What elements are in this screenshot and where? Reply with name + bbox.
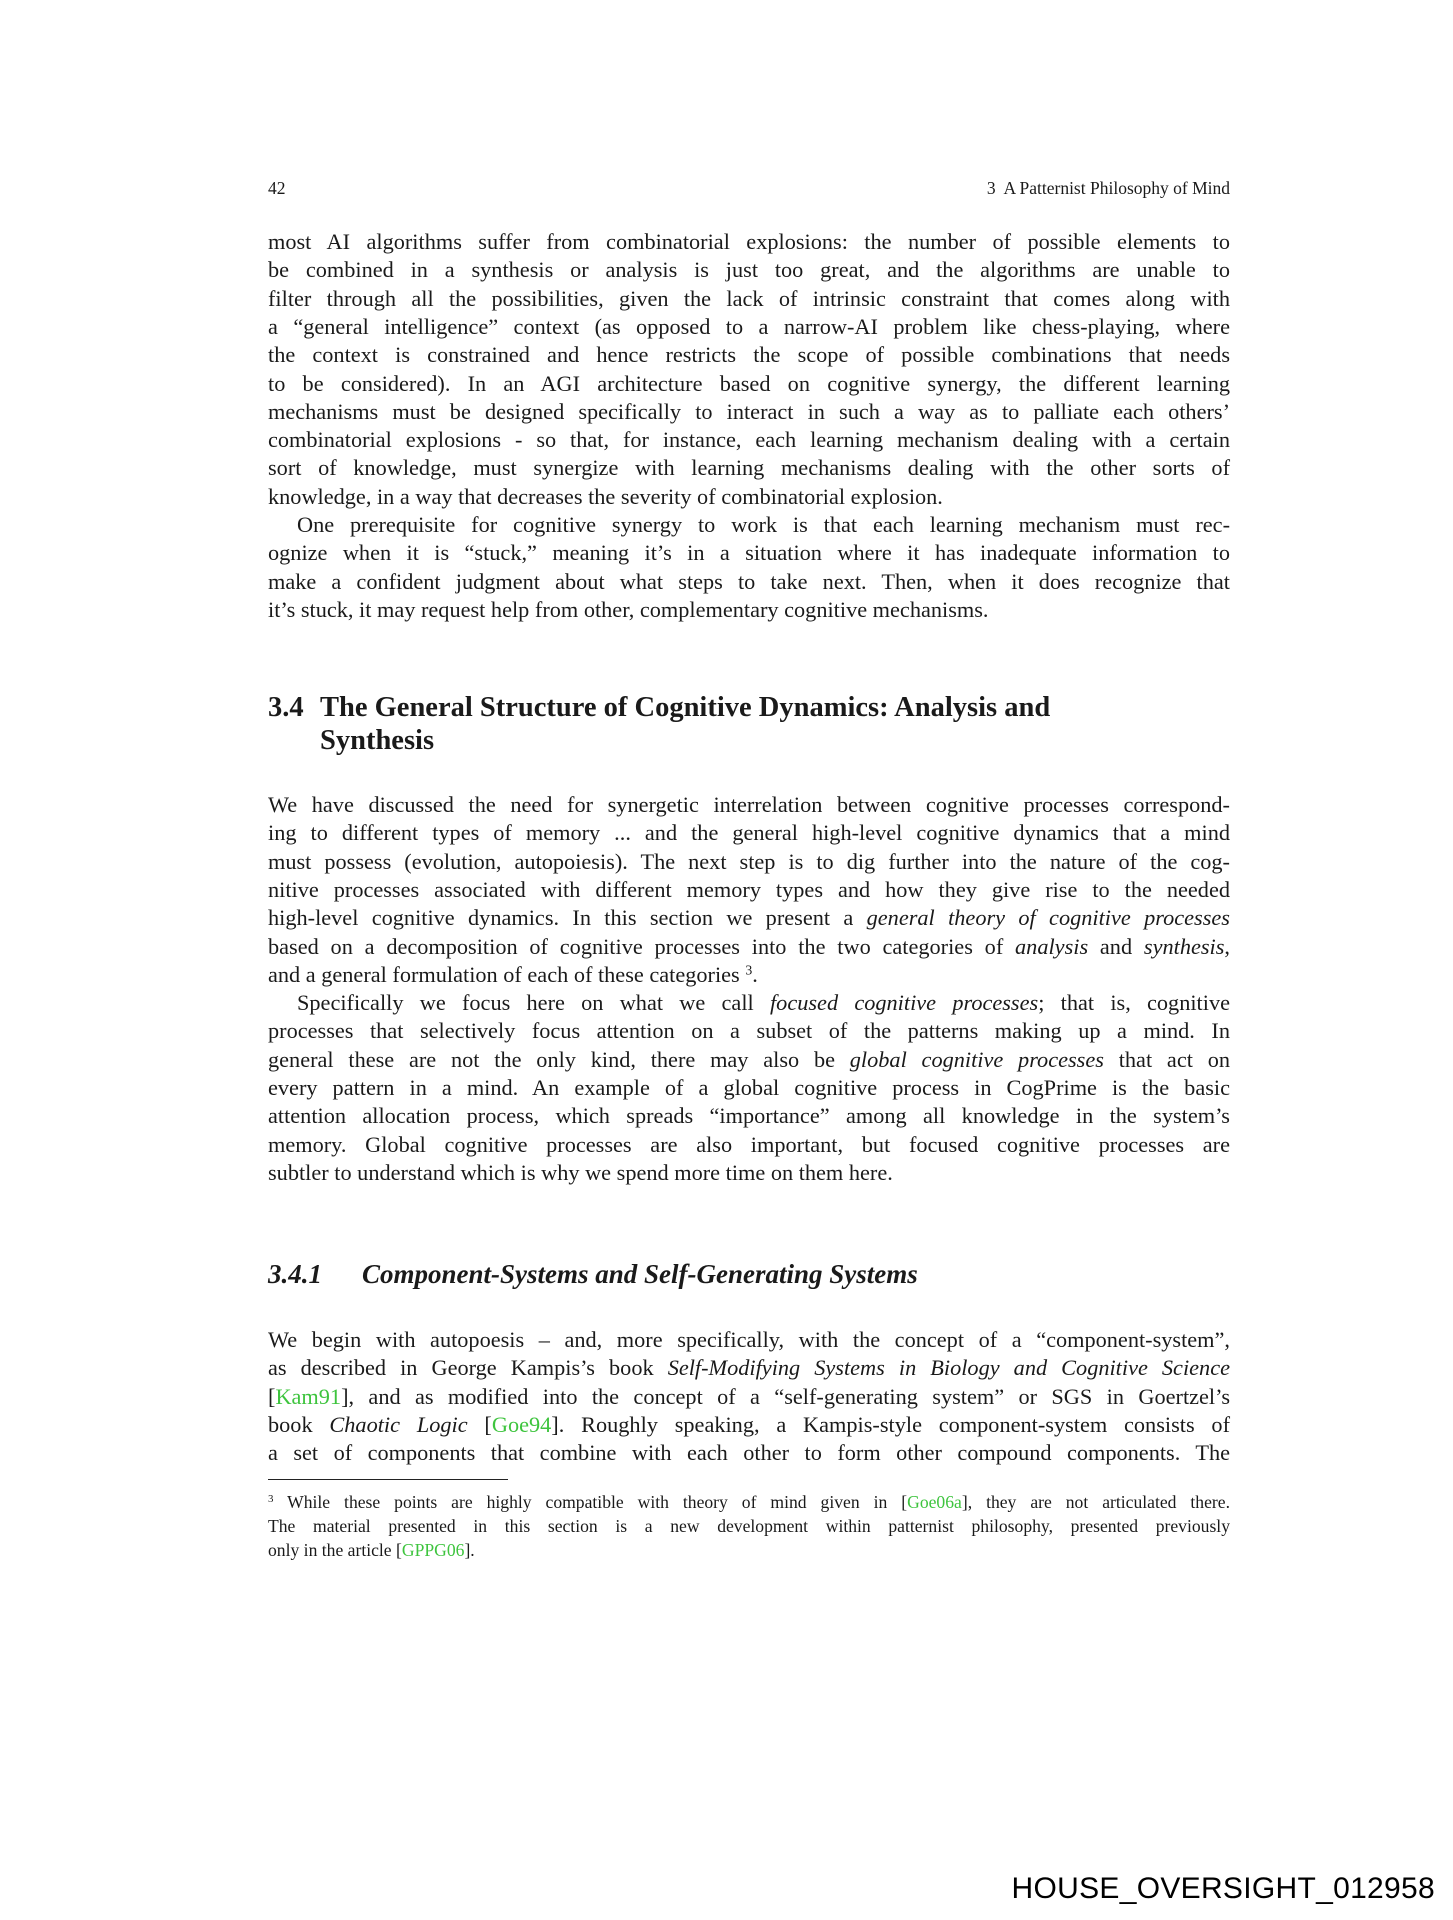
text-line: We begin with autopoesis – and, more specifically, with the concept of a “component-system”, bbox=[268, 1327, 1230, 1352]
section-title-line-2: Synthesis bbox=[320, 725, 435, 756]
section-title-line-1: The General Structure of Cognitive Dynamics: Analysis and bbox=[320, 692, 1051, 723]
footnote-line: The material presented in this section is a new development within patternist philosophy, presented previously bbox=[268, 1516, 1230, 1536]
text-line: processes that selectively focus attention on a subset of the patterns making up a mind. In bbox=[268, 1018, 1230, 1044]
text-run: ]. Roughly speaking, a Kampis-style component-system consists of bbox=[551, 1411, 1231, 1437]
emphasis-text: global cognitive processes bbox=[849, 1046, 1104, 1072]
text-line: make a confident judgment about what steps to take next. Then, when it does recognize that bbox=[268, 568, 1230, 594]
section-number: 3.4 bbox=[268, 692, 304, 723]
text-run: high-level cognitive dynamics. In this section we present a bbox=[268, 905, 867, 931]
text-line bbox=[268, 961, 1230, 989]
text-run: [ bbox=[268, 1383, 276, 1409]
text-line: knowledge, in a way that decreases the severity of combinatorial explosion. bbox=[268, 483, 943, 509]
text-line: the context is constrained and hence restricts the scope of possible combinations that needs bbox=[268, 342, 1230, 368]
text-run: ]. bbox=[464, 1540, 475, 1560]
bates-stamp: HOUSE_OVERSIGHT_012958 bbox=[1011, 1872, 1435, 1905]
text-line: attention allocation process, which spreads “importance” among all knowledge in the system’s bbox=[268, 1103, 1230, 1129]
text-run: general these are not the only kind, there may also be bbox=[268, 1046, 850, 1072]
running-header bbox=[268, 178, 1230, 199]
page-number: 42 bbox=[268, 178, 286, 198]
text-line bbox=[268, 1046, 1230, 1074]
citation-link-kam91[interactable]: Kam91 bbox=[275, 1383, 342, 1409]
text-line: We have discussed the need for synergetic interrelation between cognitive processes correspond- bbox=[268, 792, 1230, 817]
text-line bbox=[268, 1411, 1230, 1439]
text-line bbox=[268, 933, 1230, 961]
text-line bbox=[268, 1354, 1230, 1382]
text-line: memory. Global cognitive processes are also important, but focused cognitive processes are bbox=[268, 1131, 1230, 1157]
section-heading-continued bbox=[320, 724, 434, 758]
text-run: book bbox=[268, 1411, 330, 1437]
subsection-number: 3.4.1 bbox=[268, 1259, 322, 1289]
text-run: . bbox=[752, 961, 758, 987]
text-line: ognize when it is “stuck,” meaning it’s in a situation where it has inadequate information to bbox=[268, 540, 1230, 566]
footnote-line bbox=[268, 1538, 1230, 1562]
text-run: based on a decomposition of cognitive processes into the two categories of bbox=[268, 933, 1016, 959]
book-title: Chaotic Logic bbox=[329, 1411, 468, 1437]
emphasis-text: general theory of cognitive processes bbox=[866, 905, 1230, 931]
text-line bbox=[268, 904, 1230, 932]
text-run: ], and as modified into the concept of a “self-generating system” or SGS in Goertzel’s bbox=[341, 1383, 1230, 1409]
text-line: a “general intelligence” context (as opposed to a narrow-AI problem like chess-playing, where bbox=[268, 313, 1230, 339]
text-line: filter through all the possibilities, given the lack of intrinsic constraint that comes along with bbox=[268, 285, 1230, 311]
text-line: mechanisms must be designed specifically to interact in such a way as to palliate each others’ bbox=[268, 398, 1230, 424]
emphasis-text: analysis bbox=[1015, 933, 1089, 959]
text-line: to be considered). In an AGI architecture based on cognitive synergy, the different learning bbox=[268, 370, 1230, 396]
book-title: Self-Modifying Systems in Biology and Cognitive Science bbox=[667, 1355, 1230, 1381]
text-run: ; that is, cognitive bbox=[1038, 990, 1230, 1016]
text-run: as described in George Kampis’s book bbox=[268, 1355, 668, 1381]
text-run: [ bbox=[467, 1411, 492, 1437]
text-run: Specifically we focus here on what we call bbox=[297, 990, 770, 1016]
text-line: ing to different types of memory ... and the general high-level cognitive dynamics that a mind bbox=[268, 820, 1230, 846]
text-run: and a general formulation of each of these categories bbox=[268, 961, 746, 987]
emphasis-text: synthesis bbox=[1143, 933, 1225, 959]
citation-link-goe06a[interactable]: Goe06a bbox=[907, 1492, 962, 1512]
text-line: be combined in a synthesis or analysis is just too great, and the algorithms are unable to bbox=[268, 257, 1230, 283]
text-run: ], they are not articulated there. bbox=[961, 1492, 1230, 1512]
text-line: One prerequisite for cognitive synergy to work is that each learning mechanism must rec- bbox=[297, 512, 1230, 537]
text-line: every pattern in a mind. An example of a global cognitive process in CogPrime is the basic bbox=[268, 1075, 1230, 1100]
text-run: While these points are highly compatible with theory of mind given in [ bbox=[273, 1492, 908, 1512]
text-line bbox=[268, 1383, 1230, 1411]
text-line: combinatorial explosions - so that, for instance, each learning mechanism dealing with a certain bbox=[268, 427, 1230, 453]
text-line: it’s stuck, it may request help from other, complementary cognitive mechanisms. bbox=[268, 596, 989, 622]
footnote-line bbox=[268, 1490, 1230, 1514]
citation-link-goe94[interactable]: Goe94 bbox=[491, 1411, 552, 1437]
text-line: subtler to understand which is why we spend more time on them here. bbox=[268, 1159, 893, 1185]
chapter-title: 3 A Patternist Philosophy of Mind bbox=[986, 178, 1230, 198]
subsection-heading bbox=[268, 1257, 918, 1291]
subsection-title: Component-Systems and Self-Generating Systems bbox=[362, 1259, 918, 1289]
text-run: and bbox=[1088, 933, 1144, 959]
text-line: sort of knowledge, must synergize with learning mechanisms dealing with the other sorts of bbox=[268, 455, 1230, 481]
text-run: that act on bbox=[1103, 1046, 1230, 1072]
text-line: most AI algorithms suffer from combinatorial explosions: the number of possible elements to bbox=[268, 229, 1230, 254]
citation-link-gppg06[interactable]: GPPG06 bbox=[401, 1540, 465, 1560]
text-line: must possess (evolution, autopoiesis). The next step is to dig further into the nature of the cog- bbox=[268, 848, 1230, 874]
emphasis-text: focused cognitive processes bbox=[769, 990, 1039, 1016]
footnote-marker: 3 bbox=[268, 1493, 274, 1505]
text-run: only in the article [ bbox=[268, 1540, 402, 1560]
text-line: a set of components that combine with each other to form other compound components. The bbox=[268, 1440, 1230, 1466]
text-run: , bbox=[1224, 933, 1230, 959]
section-heading bbox=[268, 691, 1050, 725]
text-line: nitive processes associated with different memory types and how they give rise to the needed bbox=[268, 876, 1230, 902]
text-line bbox=[297, 989, 1230, 1017]
footnote-reference[interactable]: 3 bbox=[745, 962, 753, 978]
footnote-divider bbox=[268, 1479, 508, 1480]
